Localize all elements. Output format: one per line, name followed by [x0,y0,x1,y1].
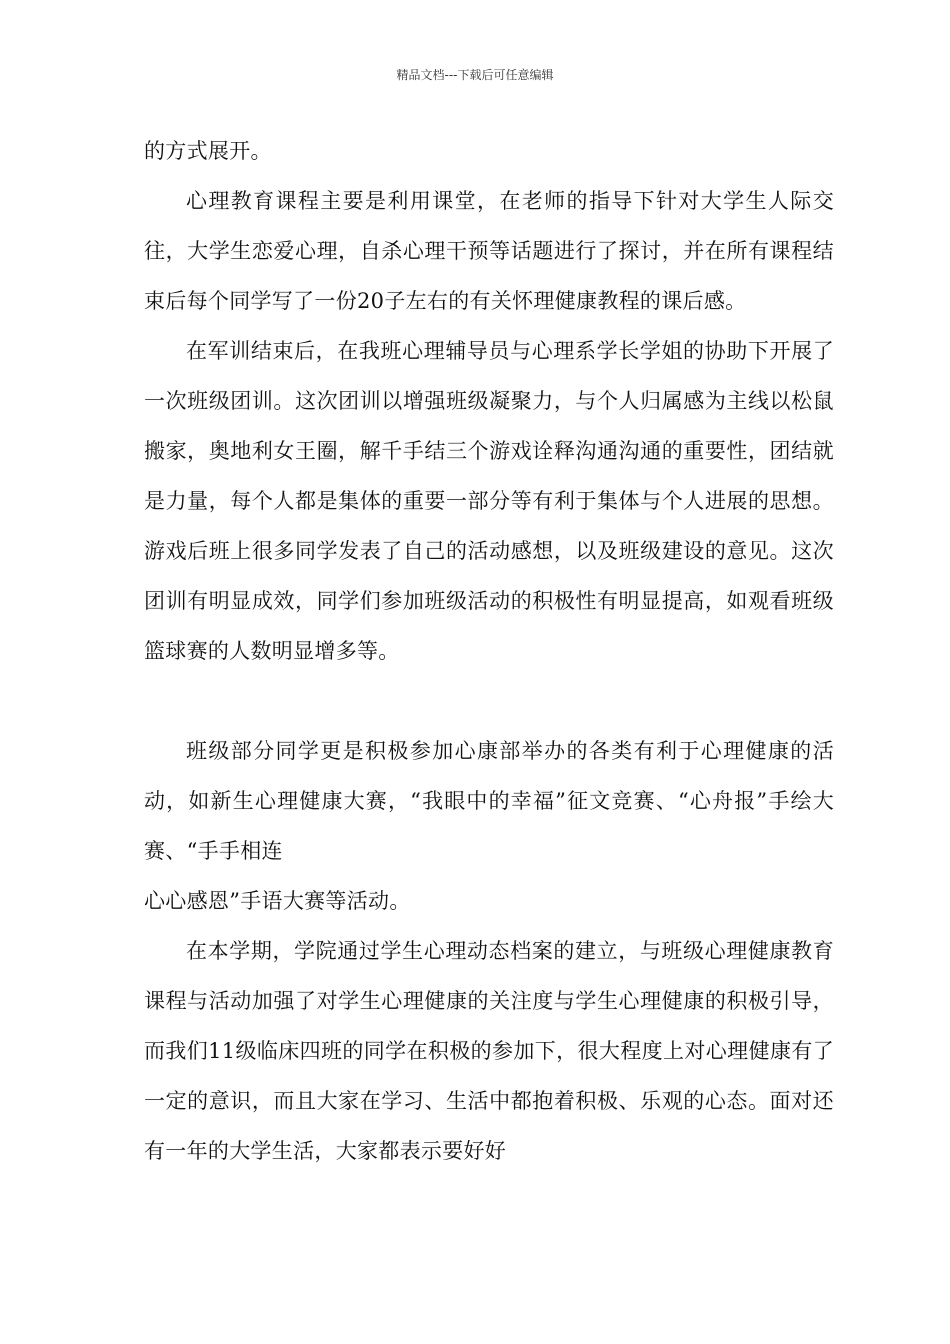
document-body [144,126,834,1176]
paragraph-gap [144,676,834,726]
paragraph-semester-summary: 在本学期，学院通过学生心理动态档案的建立，与班级心理健康教育课程与活动加强了对学生心理健康的关注度与学生心理健康的积极引导，而我们11级临床四班的同学在积极的参加下，很大程度上对心理健康有了一定的意识，而且大家在学习、生活中都抱着积极、乐观的心态。面对还有一年的大学生活，大家都表示要好好 [144,939,834,1163]
paragraph-team-training: 在军训结束后，在我班心理辅导员与心理系学长学姐的协助下开展了一次班级团训。这次团训以增强班级凝聚力，与个人归属感为主线以松鼠搬家，奥地利女王圈，解千手结三个游戏诠释沟通沟通的重要性，团结就是力量，每个人都是集体的重要一部分等有利于集体与个人进展的思想。游戏后班上很多同学发表了自己的活动感想，以及班级建设的意见。这次团训有明显成效，同学们参加班级活动的积极性有明显提高，如观看班级篮球赛的人数明显增多等。 [144,339,834,663]
paragraph-continuation: 的方式展开。 [144,139,272,163]
paragraph-activities: 班级部分同学更是积极参加心康部举办的各类有利于心理健康的活动，如新生心理健康大赛，“我眼中的幸福”征文竞赛、“心舟报”手绘大赛、“手手相连 [144,739,834,863]
paragraph-activities-continuation: 心心感恩”手语大赛等活动。 [144,889,411,913]
paragraph-psychology-course: 心理教育课程主要是利用课堂，在老师的指导下针对大学生人际交往，大学生恋爱心理，自杀心理干预等话题进行了探讨，并在所有课程结束后每个同学写了一份20子左右的有关怀理健康教程的课后感。 [144,189,834,313]
page-header: 精品文档---下载后可任意编辑 [396,68,554,82]
